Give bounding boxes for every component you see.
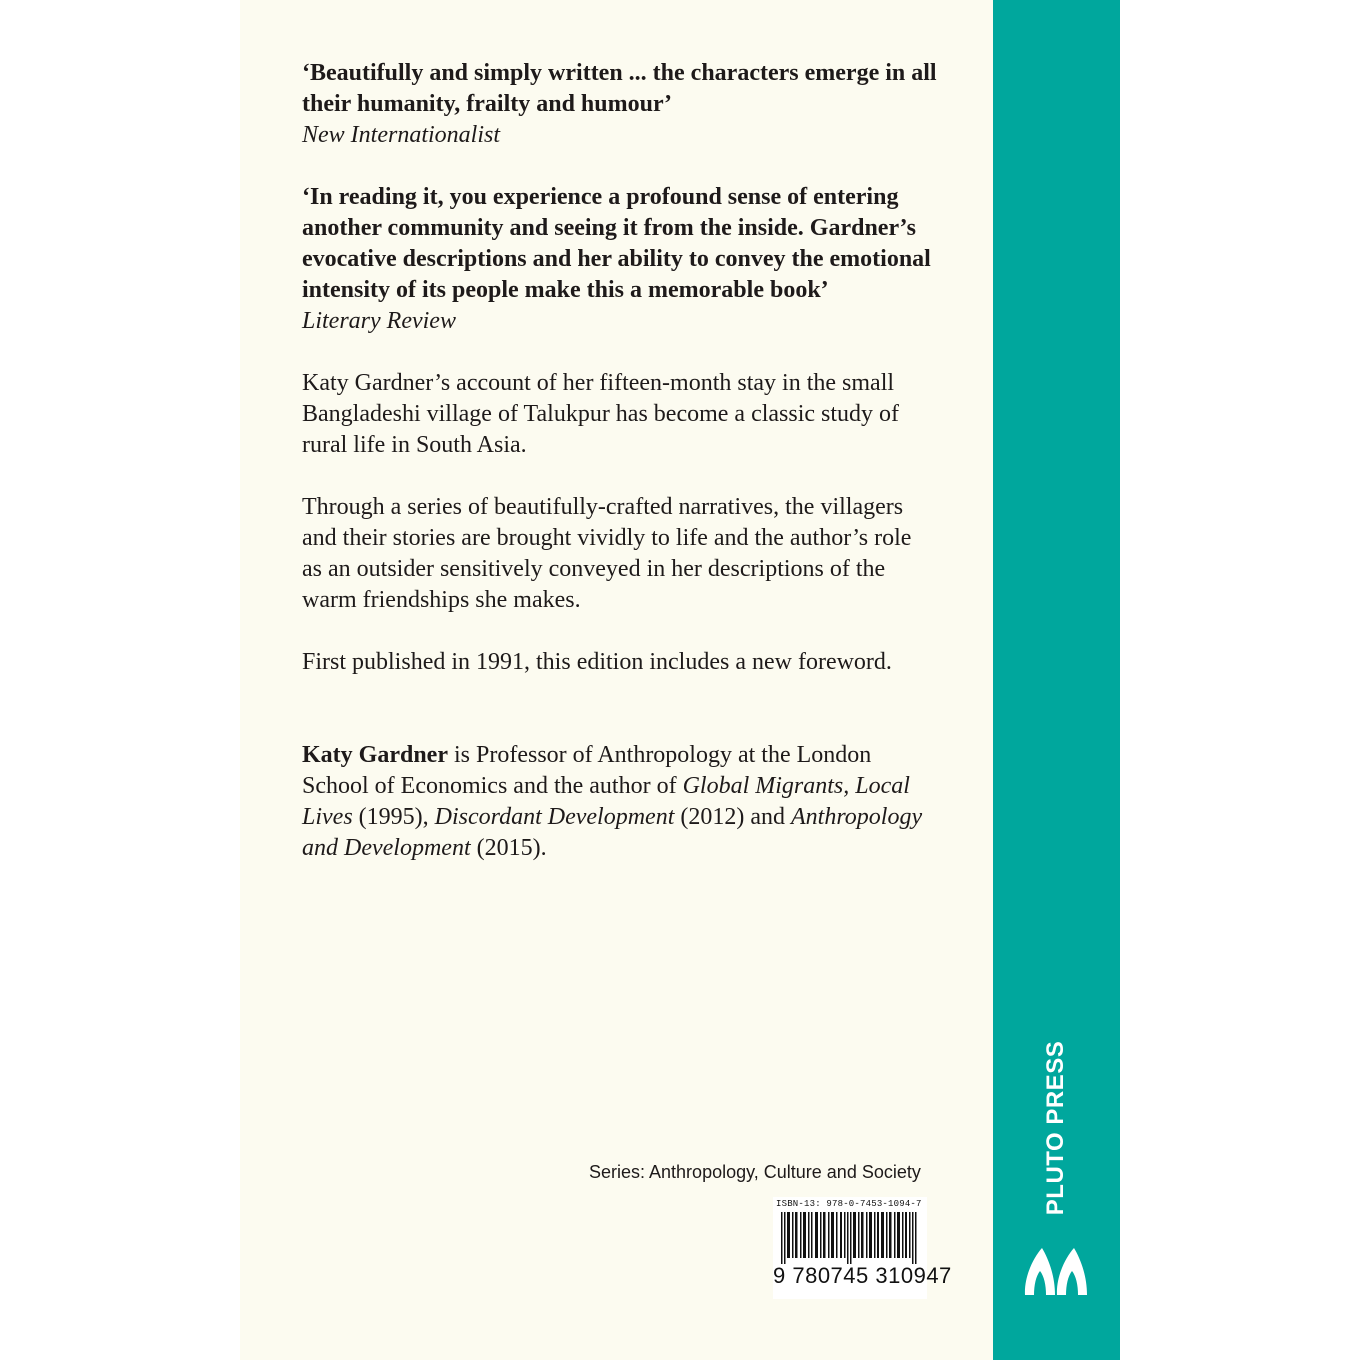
author-bio-line-3	[302, 802, 942, 833]
quote-2-line-3: evocative descriptions and her ability to convey the emotional	[302, 246, 931, 272]
quote-2-line-2: another community and seeing it from the inside. Gardner’s	[302, 215, 916, 241]
description-2-line-4: warm friendships she makes.	[302, 587, 581, 613]
author-bio-line-4	[302, 833, 942, 864]
pluto-press-logo-icon	[1022, 1245, 1090, 1297]
author-bio-line-1	[302, 740, 942, 771]
quote-1-line-2: their humanity, frailty and humour’	[302, 91, 673, 117]
book-year-1: (1995),	[352, 804, 435, 830]
barcode-digits: 9 780745 310947	[773, 1263, 952, 1288]
description-1-line-2: Bangladeshi village of Talukpur has become a classic study of	[302, 401, 900, 427]
description-1-line-3: rural life in South Asia.	[302, 432, 527, 458]
book-title-3b: and Development	[302, 835, 471, 861]
book-title-1b: Lives	[302, 804, 353, 830]
quote-1-source: New Internationalist	[302, 122, 500, 148]
description-3-line-1: First published in 1991, this edition includes a new foreword.	[302, 649, 892, 675]
author-bio-text-1: is Professor of Anthropology at the London	[447, 742, 872, 768]
isbn-barcode	[773, 1197, 952, 1299]
author-name: Katy Gardner	[302, 742, 448, 768]
description-paragraph-3	[302, 647, 942, 678]
publisher-name: PLUTO PRESS	[1042, 1040, 1069, 1216]
quote-2-line-4: intensity of its people make this a memorable book’	[302, 277, 829, 303]
book-year-3: (2015).	[470, 835, 547, 861]
quote-2-source: Literary Review	[302, 308, 456, 334]
author-bio	[302, 740, 942, 864]
description-paragraph-1	[302, 368, 942, 461]
description-2-line-1: Through a series of beautifully-crafted narratives, the villagers	[302, 494, 904, 520]
blurb-content	[302, 58, 942, 895]
author-bio-text-2: School of Economics and the author of	[302, 773, 683, 799]
review-quote-1	[302, 58, 942, 151]
book-title-1a: Global Migrants, Local	[682, 773, 910, 799]
barcode-bars	[781, 1212, 921, 1264]
description-2-line-2: and their stories are brought vividly to life and the author’s role	[302, 525, 912, 551]
description-2-line-3: as an outsider sensitively conveyed in her descriptions of the	[302, 556, 886, 582]
book-title-2: Discordant Development	[434, 804, 675, 830]
book-year-2: (2012) and	[674, 804, 792, 830]
series-label: Series: Anthropology, Culture and Society	[589, 1162, 921, 1182]
book-title-3a: Anthropology	[791, 804, 923, 830]
quote-2-line-1: ‘In reading it, you experience a profound sense of entering	[302, 184, 899, 210]
quote-1-line-1: ‘Beautifully and simply written ... the characters emerge in all	[302, 60, 937, 86]
description-paragraph-2	[302, 492, 942, 616]
isbn-label: ISBN-13: 978-0-7453-1094-7	[776, 1199, 922, 1209]
review-quote-2	[302, 182, 942, 337]
author-bio-line-2	[302, 771, 942, 802]
description-1-line-1: Katy Gardner’s account of her fifteen-month stay in the small	[302, 370, 895, 396]
